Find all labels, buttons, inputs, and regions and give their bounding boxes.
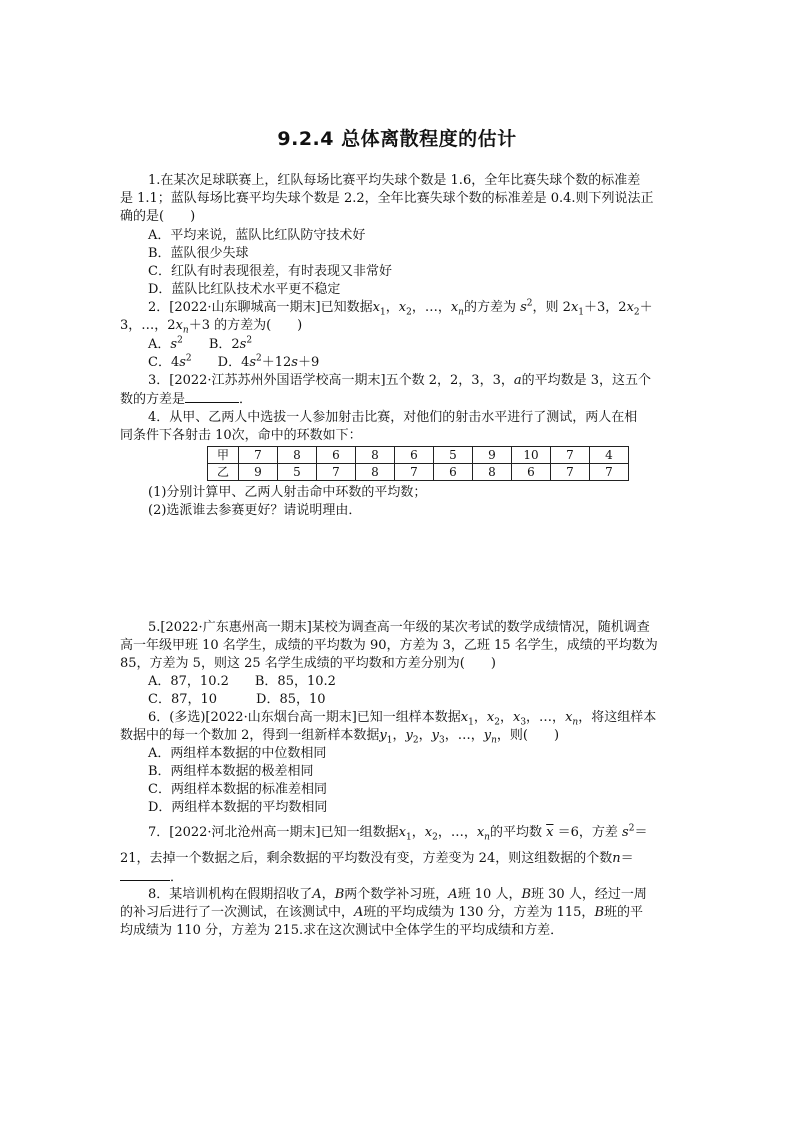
q4-sub1: (1)分别计算甲、乙两人射击命中环数的平均数； [148,485,427,500]
table-cell: 10 [512,447,551,464]
table-cell: 9 [239,464,278,481]
table-cell: 9 [473,447,512,464]
q1-line3: 确的是( ) [120,209,196,224]
q8-line3: 均成绩为 110 分，方差为 215.求在这次测试中全体学生的平均成绩和方差． [120,923,564,938]
q8-line2: 的补习后进行了一次测试，在该测试中，A班的平均成绩为 130 分，方差为 115，B班的平 [120,905,644,920]
q5-line1: 5.[2022·广东惠州高一期末]某校为调查高一年级的某次考试的数学成绩情况，随机调查 [148,620,650,635]
table-cell: 6 [512,464,551,481]
table-cell: 5 [278,464,317,481]
table-row [208,464,629,481]
table-cell: 7 [239,447,278,464]
q5-options-ab: A．87，10.2 B．85，10.2 [148,674,336,689]
q2-options-ab: A．$s^2$ B．$2s^2$ [148,335,253,352]
q7-line3: ． [120,868,680,887]
q6-line2: 数据中的每一个数加 2，得到一组新样本数据$y_1$，$y_2$，$y_3$，…，$y_n$，则( ) [120,728,560,746]
q7-answer-blank[interactable] [120,868,170,881]
table-cell: 8 [473,464,512,481]
q2-options-cd: C．$4s^2$ D．$4s^2+12s+9$ [148,353,320,370]
q4-sub2: (2)选派谁去参赛更好？请说明理由． [148,503,362,518]
q8-line1: 8．某培训机构在假期招收了A，B两个数学补习班，A班 10 人，B班 30 人，经过一周 [148,887,647,902]
table-row [208,447,629,464]
table-cell: 7 [551,447,590,464]
q1-option-c: C．红队有时表现很差，有时表现又非常好 [148,264,392,279]
table-cell: 6 [317,447,356,464]
q3-line2: 数的方差是 ． [120,392,253,407]
q6-option-b: B．两组样本数据的极差相同 [148,764,314,779]
q1-option-b: B．蓝队很少失球 [148,246,249,261]
q2-line1: 2．[2022·山东聊城高一期末]已知数据$x_1$，$x_2$，…，$x_n$的方差为 $s^2$，则 $2x_1+3$，$2x_2+$ [148,298,653,318]
q1-line1: 1.在某次足球联赛上，红队每场比赛平均失球个数是 1.6，全年比赛失球个数的标准差 [148,173,641,188]
q1-option-a: A．平均来说，蓝队比红队防守技术好 [148,228,366,243]
q5-line3: 85，方差为 5，则这 25 名学生成绩的平均数和方差分别为( ) [120,656,496,671]
table-cell: 5 [434,447,473,464]
shooting-score-table [207,446,629,481]
table-cell: 8 [278,447,317,464]
q2-line2: 3，…，$2x_n+3$ 的方差为( ) [120,318,303,336]
row-label: 甲 [208,447,239,464]
q6-line1: 6．(多选)[2022·山东烟台高一期末]已知一组样本数据$x_1$，$x_2$，$x_3$，…，$x_n$，将这组样本 [148,710,657,728]
q6-option-a: A．两组样本数据的中位数相同 [148,746,327,761]
q5-line2: 高一年级甲班 10 名学生，成绩的平均数为 90，方差为 3，乙班 15 名学生，成绩的平均数为 [120,638,658,653]
q1-line2: 是 1.1；蓝队每场比赛平均失球个数是 2.2，全年比赛失球个数的标准差是 0.4.则下列说法正 [120,191,654,206]
q4-line1: 4．从甲、乙两人中选拔一人参加射击比赛，对他们的射击水平进行了测试，两人在相 [148,410,638,425]
row-label: 乙 [208,464,239,481]
q3-line1: 3．[2022·江苏苏州外国语学校高一期末]五个数 2，2，3，3，a的平均数是 3，这五个 [148,373,652,388]
q7-line2: 21，去掉一个数据之后，剩余数据的平均数没有变，方差变为 24，则这组数据的个数n＝ [120,851,634,866]
table-cell: 8 [356,447,395,464]
table-cell: 6 [395,447,434,464]
table-cell: 7 [317,464,356,481]
table-cell: 7 [395,464,434,481]
page-title: 9.2.4 总体离散程度的估计 [277,128,517,150]
q5-options-cd: C．87，10 D．85，10 [148,692,326,707]
q1-option-d: D．蓝队比红队技术水平更不稳定 [148,282,341,297]
table-cell: 6 [434,464,473,481]
table-cell: 4 [590,447,629,464]
q3-answer-blank[interactable] [185,390,239,403]
table-cell: 8 [356,464,395,481]
q4-line2: 同条件下各射击 10次，命中的环数如下： [120,428,362,443]
table-cell: 7 [551,464,590,481]
q6-option-d: D．两组样本数据的平均数相同 [148,800,328,815]
q7-line1: 7．[2022·河北沧州高一期末]已知一组数据$x_1$，$x_2$，…，$x_n$的平均数 $\overline{x} =6$，方差 $s^2=$ [148,823,648,843]
q6-option-c: C．两组样本数据的标准差相同 [148,782,327,797]
table-cell: 7 [590,464,629,481]
